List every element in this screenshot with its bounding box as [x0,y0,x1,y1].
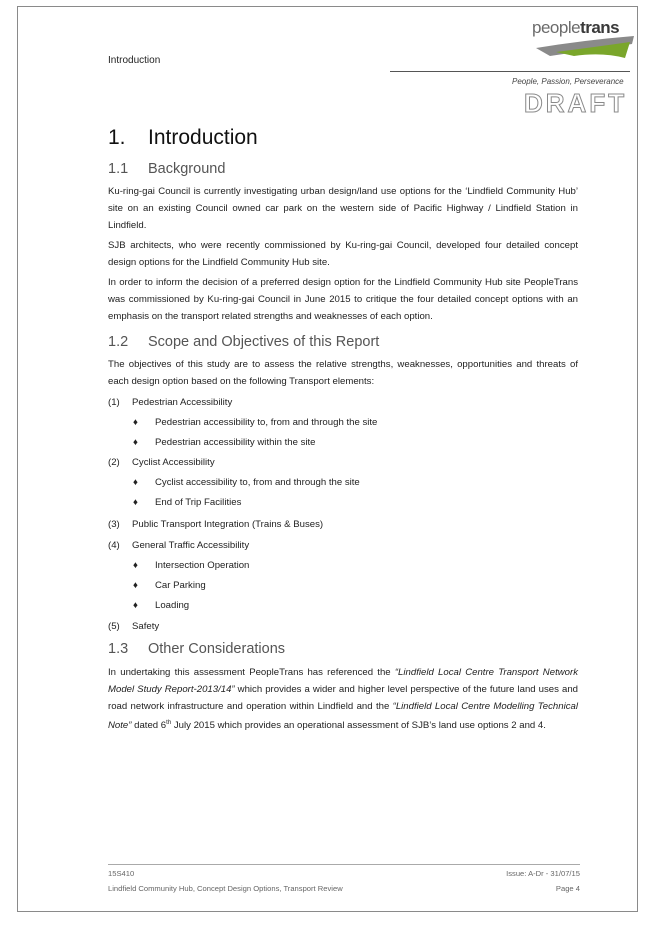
section-heading-scope: 1.2 Scope and Objectives of this Report [108,334,380,350]
list-bullet: ♦ Pedestrian accessibility to, from and through the site [133,417,378,428]
list-item: (3) Public Transport Integration (Trains & Buses) [108,519,324,530]
section-heading-background: 1.1 Background [108,161,226,177]
footer-divider [108,864,580,865]
list-bullet: ♦ Pedestrian accessibility within the site [133,437,316,448]
chapter-number: 1. [108,126,126,149]
footer-issue: Issue: A-Dr - 31/07/15 [506,869,580,878]
background-paragraph-2: SJB architects, who were recently commissioned by Ku-ring-gai Council, developed four detailed concept design options for the Lindfield Community Hub site. [108,240,578,268]
list-item: (2) Cyclist Accessibility [108,457,215,468]
scope-intro-paragraph: The objectives of this study are to assess the relative strengths, weaknesses, opportunities and threats of each design option based on the following Transport elements: [108,359,578,387]
list-bullet: ♦ Intersection Operation [133,560,250,571]
background-paragraph-1: Ku-ring-gai Council is currently investigating urban design/land use options for the ‘Lindfield Community Hub’ site on an existing Council owned car park on the western side of Pacific Highway / Lindfield Station in Lindfield. [108,186,578,231]
list-bullet: ♦ End of Trip Facilities [133,497,242,508]
list-item: (1) Pedestrian Accessibility [108,397,233,408]
chapter-title: Introduction [148,126,258,149]
footer-job-number: 15S410 [108,869,135,878]
company-logo: peopletrans [532,18,620,37]
footer-document-title: Lindfield Community Hub, Concept Design Options, Transport Review [108,884,343,893]
company-tagline: People, Passion, Perseverance [512,77,624,86]
reference-technical-note: “Lindfield Local Centre Modelling Technical Note” [108,701,578,732]
list-item: (5) Safety [108,621,160,632]
background-paragraph-3: In order to inform the decision of a preferred design option for the Lindfield Community Hub site PeopleTrans was commissioned by Ku-ring-gai Council in June 2015 to critique the four detailed concept options with an emphasis on the transport related strengths and weaknesses of each option. [108,277,578,322]
list-bullet: ♦ Loading [133,600,190,611]
list-bullet: ♦ Car Parking [133,580,206,591]
list-bullet: ♦ Cyclist accessibility to, from and through the site [133,477,360,488]
section-heading-other: 1.3 Other Considerations [108,641,286,657]
running-header: Introduction [108,55,161,66]
other-considerations-paragraph: In undertaking this assessment PeopleTrans has referenced the “Lindfield Local Centre Transport Network Model Study Report-2013/14” which provides a wider and higher level perspective of the future land uses and road network infrastructure and operation within Lindfield and the “Lindfield Local Centre Modelling Technical Note” dated 6th July 2015 which provides an operational assessment of SJB’s land use options 2 and 4. [108,667,578,732]
chapter-heading [108,126,258,150]
footer-page-number: Page 4 [555,884,580,893]
reference-transport-study: “Lindfield Local Centre Transport Network Model Study Report-2013/14” [108,667,578,695]
list-item: (4) General Traffic Accessibility [108,540,250,551]
draft-watermark: DRAFT [524,88,628,118]
